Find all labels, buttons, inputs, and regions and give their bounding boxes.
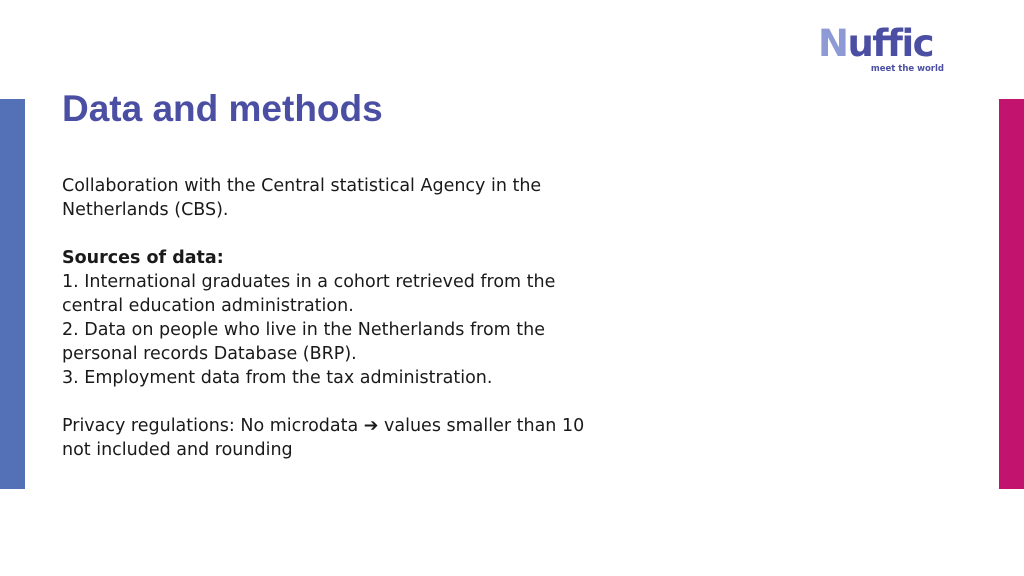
intro-line-1: Collaboration with the Central statistical Agency in the [62,176,542,196]
left-accent-bar [0,99,25,489]
logo-letter-n: N [818,22,848,65]
source-3: 3. Employment data from the tax administration. [62,368,493,388]
spacer [62,390,662,414]
right-accent-bar [999,99,1024,489]
source-2-line-1: 2. Data on people who live in the Netherlands from the [62,320,545,340]
privacy-text-part-2: values smaller than 10 [378,416,585,436]
sources-heading: Sources of data: [62,248,224,268]
intro-line-2: Netherlands (CBS). [62,200,229,220]
source-2-line-2: personal records Database (BRP). [62,344,357,364]
logo-wordmark [818,22,934,65]
logo-word-rest: uffic [847,22,934,65]
spacer [62,222,662,246]
privacy-text-part-1: Privacy regulations: No microdata [62,416,364,436]
nuffic-logo [818,22,948,76]
arrow-right-icon: ➔ [363,416,379,436]
logo-tagline: meet the world [870,64,944,74]
slide-title: Data and methods [62,88,383,129]
privacy-line-1 [62,414,662,438]
privacy-line-2: not included and rounding [62,440,293,460]
source-1-line-1: 1. International graduates in a cohort retrieved from the [62,272,556,292]
slide-body [62,174,662,462]
source-1-line-2: central education administration. [62,296,354,316]
